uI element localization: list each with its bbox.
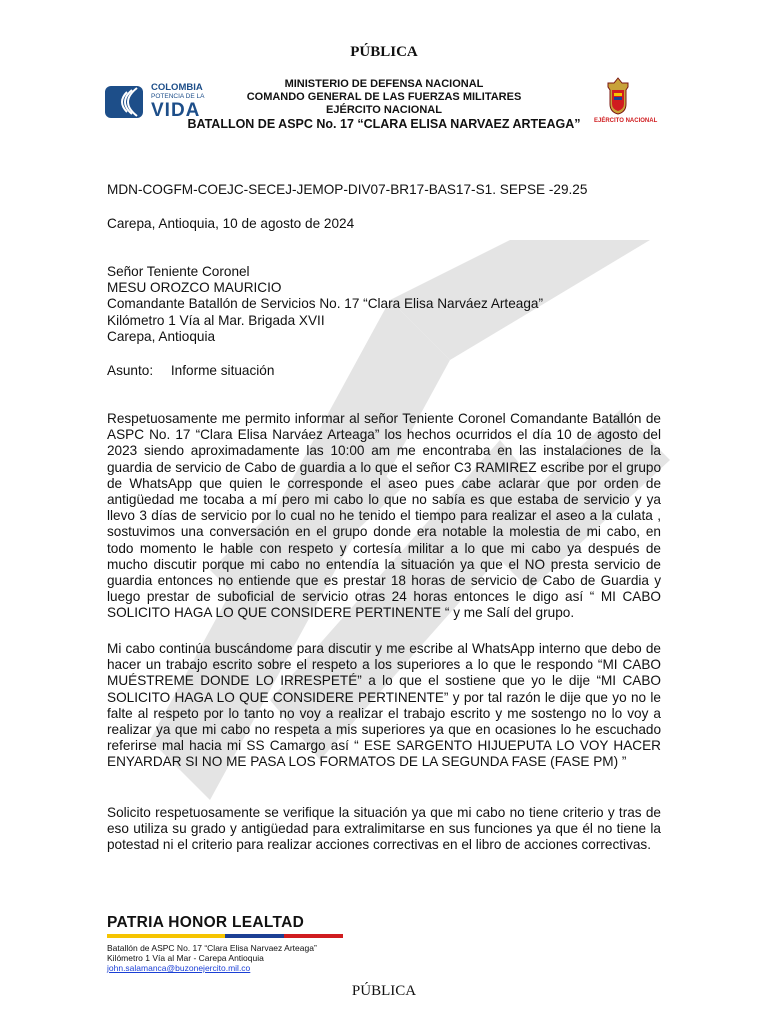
- recipient-block: [107, 264, 661, 345]
- logo-text-line2: POTENCIA DE LA: [151, 93, 205, 100]
- ejercito-logo-text: EJÉRCITO NACIONAL: [594, 118, 658, 124]
- logo-text-line3: VIDA: [151, 100, 201, 121]
- subject-line: [107, 363, 661, 379]
- crest-icon: [602, 76, 634, 116]
- battalion-name: BATALLON DE ASPC No. 17 “CLARA ELISA NARVAEZ ARTEAGA”: [187, 117, 581, 131]
- recipient-line: Señor Teniente Coronel: [107, 264, 250, 279]
- recipient-line: Comandante Batallón de Servicios No. 17 “Clara Elisa Narváez Arteaga”: [107, 296, 543, 312]
- footer-motto: PATRIA HONOR LEALTAD: [107, 914, 305, 931]
- recipient-line: Carepa, Antioquia: [107, 328, 216, 344]
- classification-bottom: PÚBLICA: [351, 983, 417, 999]
- classification-top: PÚBLICA: [350, 44, 418, 60]
- logo-text-line1: COLOMBIA: [151, 82, 203, 93]
- document-reference: MDN-COGFM-COEJC-SECEJ-JEMOP-DIV07-BR17-BAS17-S1. SEPSE -29.25: [107, 182, 588, 197]
- body-paragraph-3: Solicito respetuosamente se verifique la situación ya que mi cabo no tiene criterio y tras de eso utiliza su grado y antigüedad para extralimitarse en sus funciones ya que él no tiene la potestad ni el criterio para realizar acciones correctivas en el libro de acciones correctivas.: [107, 805, 661, 853]
- subject-value: Informe situación: [170, 363, 275, 378]
- flag-stripe: [107, 934, 343, 938]
- body-paragraph-2: Mi cabo continúa buscándome para discutir y me escribe al WhatsApp interno que debo de hacer un trabajo escrito sobre el respeto a los superiores a lo que le respondo “MI CABO MUÉSTREME DONDE LO IRRESPETÉ” a lo que el sostiene que yo le dije “MI CABO SOLICITO HAGA LO QUE CONSIDERE PERTINENTE” y por tal razón le dije que yo no le falte al respeto por lo tanto no voy a realizar el trabajo escrito y me sostengo no lo voy a realizar ya que mi cabo no respeta a mis superiores ya que en ocasiones lo he escuchado referirse mal hacia mi SS Camargo así “ ESE SARGENTO HIJUEPUTA LO VOY HACER ENYARDAR SI NO ME PASA LOS FORMATOS DE LA SEGUNDA FASE (FASE PM) ”: [107, 641, 661, 770]
- footer-email-link[interactable]: john.salamanca@buzonejercito.mil.co: [107, 963, 251, 973]
- place-date: Carepa, Antioquia, 10 de agosto de 2024: [107, 216, 355, 231]
- recipient-line: Kilómetro 1 Vía al Mar. Brigada XVII: [107, 312, 325, 328]
- org-line-army: EJÉRCITO NACIONAL: [326, 104, 442, 116]
- body-paragraph-1: Respetuosamente me permito informar al señor Teniente Coronel Comandante Batallón de ASPC No. 17 “Clara Elisa Narváez Arteaga” los hechos ocurridos el día 10 de agosto del 2023 siendo aproximadamente las 10:00 am me encontraba en las instalaciones de la guardia de servicio de Cabo de guardia a lo que el señor C3 RAMIREZ escribe por el grupo de WhatsApp que quien le corresponde el aseo pues cabe aclarar que por orden de antigüedad me tocaba a mí pero mi cabo lo que no sabía es que estaba de servicio y ya llevo 3 días de servicio por lo cual no he tenido el tiempo para realizar el aseo a la culata , sostuvimos una conversación en el grupo donde era notable la molestia de mi cabo, en todo momento le hable con respeto y cortesía militar a lo que mi cabo ya después de mucho discutir porque mi cabo no entendía la situación ya que el NO presta servicio de guardia entonces no entiende que es prestar 18 horas de servicio de Cabo de Guardia y luego prestar de suboficial de servicio otras 24 horas entonces le digo así “ MI CABO SOLICITO HAGA LO QUE CONSIDERE PERTINENTE “ y me Salí del grupo.: [107, 411, 661, 621]
- org-line-ministry: MINISTERIO DE DEFENSA NACIONAL: [284, 78, 484, 90]
- colombia-logo-icon: [105, 82, 147, 122]
- ejercito-crest: [594, 76, 660, 128]
- org-line-command: COMANDO GENERAL DE LAS FUERZAS MILITARES: [246, 91, 522, 103]
- footer-address-line-2: Kilómetro 1 Vía al Mar - Carepa Antioquia: [107, 953, 264, 963]
- subject-label: Asunto:: [107, 363, 154, 378]
- recipient-line: MESU OROZCO MAURICIO: [107, 280, 282, 296]
- footer-address-line-1: Batallón de ASPC No. 17 “Clara Elisa Narvaez Arteaga”: [107, 943, 317, 953]
